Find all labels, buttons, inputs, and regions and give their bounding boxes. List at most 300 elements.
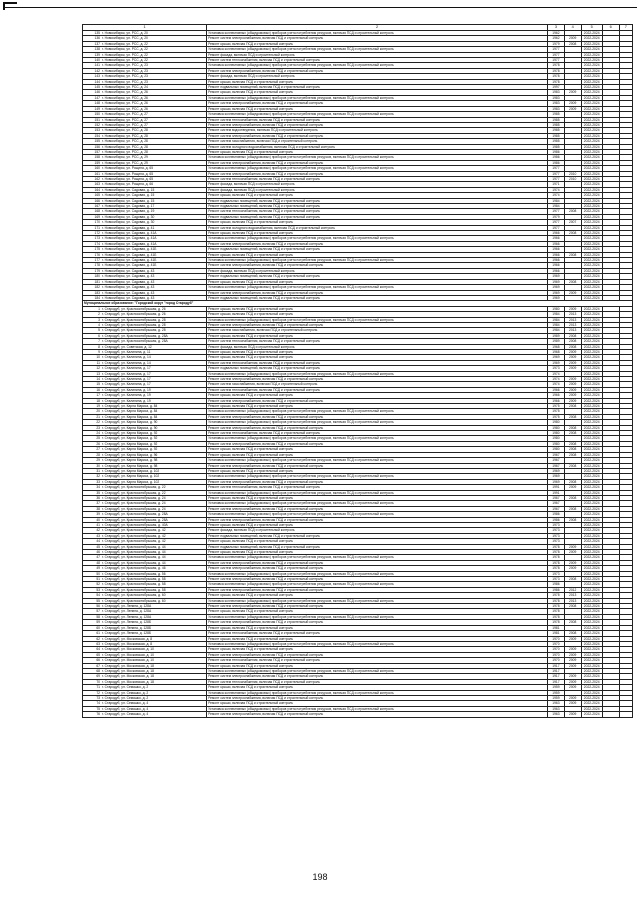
period-cell: 2022-2024 [581,506,602,511]
address-text: г. Стародуб, ул. Краснооктябрьская, д. 28 [102,328,166,333]
row-number: 154 [94,133,100,138]
row-number: 2 [98,312,100,317]
address-text: г. Новосибирск, ул. Садовая, д. 41А [102,231,157,236]
address-text: г. Стародуб, ул. Краснооктябрьская, д. 40А [102,522,168,527]
row-number: 173 [94,236,100,241]
work-cell: Ремонт фасада, включая ПСД и строительный контроль [207,182,548,187]
work-cell: Установка коллективных (общедомовых) приборов учета потребления ресурсов, включая ПСД и строительный контроль [207,112,548,117]
work-cell: Ремонт крыши, включая ПСД и строительный контроль [207,355,548,360]
address-text: г. Новосибирск, ул. Садовая, д. 43 [102,290,155,295]
work-cell: Ремонт крыши, включая ПСД и строительный контроль [207,593,548,598]
address-text: г. Новосибирск, ул. Садовая, д. 19 [102,209,155,214]
address-text: г. Стародуб, ул. Краснооктябрьская, д. 28 [102,317,166,322]
row-number: 16 [96,387,100,392]
address-text: г. Стародуб, ул. Карла Маркса, д. 96 [102,452,158,457]
repair-year-cell: 2008 [564,620,581,625]
row-number: 25 [96,436,100,441]
year-cell: 1978 [548,544,565,549]
row-number: 68 [96,668,100,673]
row-number: 135 [94,31,100,35]
work-cell: Ремонт систем электроснабжения, включая ПСД и строительный контроль [207,695,548,700]
period-cell: 2022-2024 [581,695,602,700]
address-text: г. Стародуб, ул. Калинина, д. 17 [102,371,151,376]
work-cell: Ремонт систем электроснабжения, включая ПСД и строительный контроль [207,577,548,582]
year-cell: 1977 [548,47,565,52]
year-cell: 1978 [548,604,565,609]
work-cell: Ремонт систем электроснабжения, включая ПСД и строительный контроль [207,133,548,138]
period-cell: 2022-2024 [581,436,602,441]
address-text: г. Новосибирск, ул. РСС, д. 20 [102,36,148,41]
period-cell: 2022-2024 [581,441,602,446]
period-cell: 2022-2024 [581,328,602,333]
row-number: 143 [94,74,100,79]
year-cell: 1969 [548,295,565,300]
address-text: г. Стародуб, ул. Краснооктябрьская, д. 24 [102,501,166,506]
period-cell: 2022-2024 [581,317,602,322]
work-cell: Ремонт крыши, включая ПСД и строительный контроль [207,231,548,236]
work-cell: Ремонт систем теплоснабжения, включая ПСД и строительный контроль [207,679,548,684]
work-cell: Ремонт крыши, включая ПСД и строительный контроль [207,220,548,225]
address-text: г. Стародуб, ул. Карла Маркса, д. 98 [102,463,158,468]
address-text: г. Стародуб, ул. Карла Маркса, д. 84 [102,404,158,409]
work-cell: Ремонт систем теплоснабжения, включая ПСД и строительный контроль [207,176,548,181]
period-cell: 2022-2024 [581,204,602,209]
row-number: 136 [94,36,100,41]
address-text: г. Стародуб, ул. Ленина, д. 128Б [102,631,152,636]
work-cell: Ремонт систем электроснабжения, включая ПСД и строительный контроль [207,441,548,446]
address-text: г. Новосибирск, ул. РСС, д. 26 [102,106,148,111]
row-number: 53 [96,587,100,592]
work-cell: Ремонт подвальных помещений, включая ПСД и строительный контроль [207,247,548,252]
repair-year-cell: 2009 [564,566,581,571]
year-cell: 1985 [548,128,565,133]
row-number: 181 [94,279,100,284]
work-cell: Ремонт систем газоснабжения, включая ПСД и строительный контроль [207,139,548,144]
year-cell: 1966 [548,398,565,403]
header-col8: 7 [619,25,632,31]
repair-year-cell: 2009 [564,701,581,706]
year-cell: 1985 [548,122,565,127]
row-number: 57 [96,609,100,614]
period-cell: 2022-2024 [581,474,602,479]
work-cell: Ремонт подвальных помещений, включая ПСД и строительный контроль [207,198,548,203]
row-number: 140 [94,58,100,63]
period-cell: 2022-2024 [581,663,602,668]
repair-year-cell: 2009 [564,398,581,403]
row-number: 174 [94,241,100,246]
work-cell: Установка коллективных (общедомовых) приборов учета потребления ресурсов, включая ПСД и строительный контроль [207,571,548,576]
repair-year-cell: 2009 [564,36,581,41]
row-number: 13 [96,371,100,376]
address-text: г. Новосибирск, ул. Садовая, д. 43 [102,268,155,273]
address-text: г. Стародуб, ул. Ленина, д. 128А [102,609,152,614]
work-cell: Ремонт подвальных помещений, включая ПСД и строительный контроль [207,533,548,538]
work-cell: Ремонт крыши, включая ПСД и строительный контроль [207,41,548,46]
period-cell: 2022-2024 [581,144,602,149]
year-cell: 1970 [548,652,565,657]
year-cell: 1969 [548,274,565,279]
period-cell: 2022-2024 [581,79,602,84]
work-cell: Ремонт систем электроснабжения, включая ПСД и строительный контроль [207,566,548,571]
period-cell: 2022-2024 [581,31,602,36]
year-cell: 1977 [548,220,565,225]
period-cell: 2022-2024 [581,306,602,311]
year-cell: 1975 [548,409,565,414]
period-cell: 2022-2024 [581,647,602,652]
period-cell: 2022-2024 [581,366,602,371]
address-text: г. Новосибирск, ул. РСС, д. 22 [102,47,148,52]
repair-year-cell: 2008 [564,577,581,582]
row-number: 27 [96,447,100,452]
year-cell: 1966 [548,258,565,263]
address-text: г. Новосибирск, ул. РСС, д. 28 [102,144,148,149]
header-col7: 6 [602,25,619,31]
repair-year-cell: 2008 [564,506,581,511]
top-rule [5,7,637,8]
period-cell: 2022-2024 [581,187,602,192]
year-cell: 1974 [548,382,565,387]
repair-year-cell: 2008 [564,404,581,409]
year-cell: 1962 [548,36,565,41]
work-cell: Установка коллективных (общедомовых) приборов учета потребления ресурсов, включая ПСД и строительный контроль [207,420,548,425]
year-cell: 1973 [548,522,565,527]
address-text: г. Новосибирск, ул. Садовая, д. 15 [102,193,155,198]
period-cell: 2022-2024 [581,414,602,419]
year-cell: 1980 [548,436,565,441]
row-number: 12 [96,366,100,371]
address-text: г. Новосибирск, ул. РСС, д. 24 [102,85,148,90]
row-number: 64 [96,647,100,652]
row-number: 41 [96,522,100,527]
period-cell: 2022-2024 [581,550,602,555]
work-cell: Ремонт систем электроснабжения, включая ПСД и строительный контроль [207,171,548,176]
period-cell: 2022-2024 [581,41,602,46]
year-cell: 1978 [548,63,565,68]
year-cell: 1973 [548,577,565,582]
repair-year-cell: 2009 [564,101,581,106]
year-cell: 1968 [548,349,565,354]
period-cell: 2022-2024 [581,420,602,425]
period-cell: 2022-2024 [581,117,602,122]
row-number: 7 [98,339,100,344]
row-number: 29 [96,458,100,463]
period-cell: 2022-2024 [581,382,602,387]
period-cell: 2022-2024 [581,431,602,436]
work-cell: Ремонт подвальных помещений, включая ПСД и строительный контроль [207,544,548,549]
row-number: 17 [96,393,100,398]
row-number: 155 [94,139,100,144]
row-number: 153 [94,128,100,133]
work-cell: Ремонт систем электроснабжения, включая ПСД и строительный контроль [207,587,548,592]
address-text: г. Стародуб, ул. Московская, д. 18 [102,679,154,684]
period-cell: 2022-2024 [581,166,602,171]
address-text: г. Стародуб, ул. Карла Маркса, д. 92 [102,447,158,452]
row-number: 76 [96,712,100,717]
period-cell: 2022-2024 [581,349,602,354]
work-cell: Ремонт систем электроснабжения, включая ПСД и строительный контроль [207,122,548,127]
work-cell: Установка коллективных (общедомовых) приборов учета потребления ресурсов, включая ПСД и строительный контроль [207,409,548,414]
address-text: г. Новосибирск, ул. Садовая, д. 15 [102,187,155,192]
work-cell: Ремонт крыши, включая ПСД и строительный контроль [207,609,548,614]
work-cell: Установка коллективных (общедомовых) приборов учета потребления ресурсов, включая ПСД и строительный контроль [207,690,548,695]
period-cell: 2022-2024 [581,355,602,360]
header-col5: 4 [564,25,581,31]
page-number: 198 [312,872,328,882]
period-cell: 2022-2024 [581,512,602,517]
address-text: г. Новосибирск, ул. РСС, д. 20 [102,31,148,35]
period-cell: 2022-2024 [581,679,602,684]
period-cell: 2022-2024 [581,452,602,457]
year-cell: 1983 [548,106,565,111]
work-cell: Ремонт подвальных помещений, включая ПСД и строительный контроль [207,366,548,371]
work-cell: Ремонт систем электроснабжения, включая ПСД и строительный контроль [207,36,548,41]
repair-year-cell: 2013 [564,322,581,327]
row-number: 170 [94,220,100,225]
address-text: г. Новосибирск, ул. РСС, д. 23 [102,79,148,84]
repair-year-cell: 2013 [564,593,581,598]
period-cell: 2022-2024 [581,593,602,598]
period-cell: 2022-2024 [581,425,602,430]
year-cell: 1969 [548,360,565,365]
row-number: 162 [94,176,100,181]
year-cell: 1978 [548,609,565,614]
period-cell: 2022-2024 [581,128,602,133]
row-number: 139 [94,52,100,57]
renovation-table [82,24,633,718]
year-cell: 1973 [548,571,565,576]
work-cell: Ремонт систем электроснабжения, включая ПСД и строительный контроль [207,322,548,327]
year-cell: 1984 [548,322,565,327]
year-cell: 1966 [548,263,565,268]
repair-year-cell: 2009 [564,387,581,392]
work-cell: Ремонт систем электроснабжения, включая ПСД и строительный контроль [207,414,548,419]
row-number: 59 [96,620,100,625]
period-cell: 2022-2024 [581,501,602,506]
row-number: 161 [94,171,100,176]
empty-cell [619,712,632,717]
address-text: г. Новосибирск, ул. Садовая, д. 43 [102,279,155,284]
repair-year-cell: 2013 [564,312,581,317]
work-cell: Ремонт систем электроснабжения, включая ПСД и строительный контроль [207,479,548,484]
row-number: 149 [94,106,100,111]
row-number: 39 [96,512,100,517]
row-number: 34 [96,485,100,490]
repair-year-cell: 2009 [564,695,581,700]
year-cell: 1980 [548,447,565,452]
row-number: 172 [94,231,100,236]
work-cell: Ремонт систем электроснабжения, включая ПСД и строительный контроль [207,560,548,565]
period-cell: 2022-2024 [581,712,602,717]
repair-year-cell: 2008 [564,333,581,338]
repair-year-cell: 2008 [564,463,581,468]
row-number: 159 [94,160,100,165]
year-cell: 1966 [548,231,565,236]
row-number: 70 [96,679,100,684]
address-text: г. Стародуб, ул. Краснооктябрьская, д. 28А [102,512,168,517]
year-cell: 1917 [548,674,565,679]
period-cell: 2022-2024 [581,85,602,90]
row-number: 157 [94,149,100,154]
work-cell: Ремонт крыши, включая ПСД и строительный контроль [207,306,548,311]
repair-year-cell: 2009 [564,550,581,555]
row-number: 166 [94,198,100,203]
row-number: 183 [94,290,100,295]
address-text: г. Новосибирск, ул. Садовая, д. 41А [102,241,157,246]
period-cell: 2022-2024 [581,598,602,603]
period-cell: 2022-2024 [581,544,602,549]
address-text: г. Новосибирск, ул. РСС, д. 28 [102,133,148,138]
row-number: 63 [96,641,100,646]
period-cell: 2022-2024 [581,90,602,95]
work-cell: Установка коллективных (общедомовых) приборов учета потребления ресурсов, включая ПСД и строительный контроль [207,31,548,36]
work-cell: Ремонт крыши, включая ПСД и строительный контроль [207,539,548,544]
work-cell: Ремонт крыши, включая ПСД и строительный контроль [207,279,548,284]
year-cell: 1980 [548,306,565,311]
repair-year-cell: 2010 [564,176,581,181]
period-cell: 2022-2024 [581,641,602,646]
row-number: 43 [96,533,100,538]
work-cell: Ремонт крыши, включая ПСД и строительный контроль [207,495,548,500]
year-cell: 1967 [548,463,565,468]
row-number: 142 [94,68,100,73]
year-cell: 1971 [548,182,565,187]
period-cell: 2022-2024 [581,658,602,663]
year-cell: 1984 [548,328,565,333]
address-text: г. Новосибирск, ул. РСС, д. 29 [102,155,148,160]
period-cell: 2022-2024 [581,631,602,636]
header-col4: 3 [548,25,565,31]
address-text: г. Стародуб, ул. Московская, д. 8 [102,641,153,646]
work-cell: Ремонт крыши, включая ПСД и строительный контроль [207,452,548,457]
year-cell: 1977 [548,225,565,230]
period-cell: 2022-2024 [581,604,602,609]
row-number: 67 [96,663,100,668]
period-cell: 2022-2024 [581,58,602,63]
address-text: г. Стародуб, ул. Семашко, д. 4 [102,701,149,706]
period-cell: 2022-2024 [581,198,602,203]
period-cell: 2022-2024 [581,458,602,463]
year-cell: 1973 [548,528,565,533]
period-cell: 2022-2024 [581,485,602,490]
row-number: 60 [96,625,100,630]
repair-year-cell: 2009 [564,674,581,679]
address-text: г. Стародуб, ул. Ленина, д. 128А [102,604,152,609]
period-cell: 2022-2024 [581,176,602,181]
period-cell: 2022-2024 [581,155,602,160]
address-text: г. Стародуб, ул. Карла Маркса, д. 92 [102,436,158,441]
period-cell: 2022-2024 [581,209,602,214]
address-text: г. Стародуб, ул. Карла Маркса, д. 84 [102,409,158,414]
year-cell: 1984 [548,204,565,209]
period-cell: 2022-2024 [581,247,602,252]
header-works: 2 [207,25,548,31]
repair-year-cell: 2009 [564,90,581,95]
repair-year-cell: 2009 [564,393,581,398]
address-text: г. Стародуб, ул. Московская, д. 18 [102,674,154,679]
year-cell: 1967 [548,495,565,500]
work-cell: Ремонт крыши, включая ПСД и строительный контроль [207,447,548,452]
address-text: г. Новосибирск, ул. Садовая, д. 41 [102,225,155,230]
period-cell: 2022-2024 [581,333,602,338]
row-number: 36 [96,495,100,500]
row-number: 75 [96,706,100,711]
period-cell: 2022-2024 [581,668,602,673]
row-number: 61 [96,631,100,636]
year-cell: 1984 [548,317,565,322]
period-cell: 2022-2024 [581,106,602,111]
row-number: 19 [96,404,100,409]
row-number: 40 [96,517,100,522]
repair-year-cell: 2008 [564,231,581,236]
row-number: 152 [94,122,100,127]
period-cell: 2022-2024 [581,63,602,68]
address-text: г. Стародуб, ул. Краснооктябрьская, д. 42 [102,533,166,538]
repair-year-cell: 2009 [564,106,581,111]
repair-year-cell: 2009 [564,679,581,684]
year-cell: 1966 [548,387,565,392]
address-text: г. Стародуб, ул. Калинина, д. 19 [102,387,151,392]
year-cell: 1966 [548,268,565,273]
work-cell: Установка коллективных (общедомовых) приборов учета потребления ресурсов, включая ПСД и строительный контроль [207,512,548,517]
repair-year-cell: 2008 [564,517,581,522]
address-text: г. Стародуб, ул. Семашко, д. 2 [102,685,149,690]
year-cell: 1966 [548,247,565,252]
row-number: 179 [94,268,100,273]
row-number: 14 [96,377,100,381]
row-number: 24 [96,431,100,436]
row-number: 54 [96,593,100,598]
repair-year-cell: 2008 [564,41,581,46]
year-cell: 1969 [548,474,565,479]
work-cell: Ремонт подвальных помещений, включая ПСД и строительный контроль [207,295,548,300]
year-cell: 1977 [548,171,565,176]
row-number: 171 [94,225,100,230]
work-cell: Ремонт крыши, включая ПСД и строительный контроль [207,79,548,84]
work-cell: Ремонт крыши, включая ПСД и строительный контроль [207,663,548,668]
repair-year-cell: 2009 [564,306,581,311]
address-text: г. Стародуб, ул. Московская, д. 8 [102,636,153,641]
address-text: г. Стародуб, ул. Московская, д. 18 [102,663,154,668]
repair-year-cell: 2008 [564,279,581,284]
work-cell: Ремонт фасада, включая ПСД и строительный контроль [207,268,548,273]
row-number: 137 [94,41,100,46]
year-cell: 1991 [548,490,565,495]
work-cell: Установка коллективных (общедомовых) приборов учета потребления ресурсов, включая ПСД и строительный контроль [207,236,548,241]
work-cell: Установка коллективных (общедомовых) приборов учета потребления ресурсов, включая ПСД и строительный контроль [207,582,548,587]
year-cell: 1985 [548,133,565,138]
work-cell: Ремонт систем теплоснабжения, включая ПСД и строительный контроль [207,631,548,636]
address-text: г. Стародуб, ул. Семашко, д. 2 [102,695,149,700]
address-text: г. Новосибирск, ул. Рощина, д. 66 [102,182,154,187]
year-cell: 1969 [548,285,565,290]
repair-year-cell: 2008 [564,425,581,430]
row-number: 71 [96,685,100,690]
work-cell: Ремонт крыши, включая ПСД и строительный контроль [207,685,548,690]
section-title: Муниципальное образование: "Городской округ "город Стародуб" [83,301,633,306]
row-number: 18 [96,398,100,403]
year-cell: 1968 [548,344,565,349]
period-cell: 2022-2024 [581,701,602,706]
address-text: г. Новосибирск, ул. РСС, д. 28 [102,139,148,144]
period-cell: 2022-2024 [581,268,602,273]
row-number: 74 [96,701,100,706]
year-cell: 1966 [548,393,565,398]
work-cell: Ремонт систем газоснабжения, включая ПСД и строительный контроль [207,328,548,333]
repair-year-cell: 2008 [564,339,581,344]
year-cell: 1977 [548,209,565,214]
address-text: г. Новосибирск, ул. РСС, д. 22 [102,58,148,63]
corner-mark [3,2,17,10]
